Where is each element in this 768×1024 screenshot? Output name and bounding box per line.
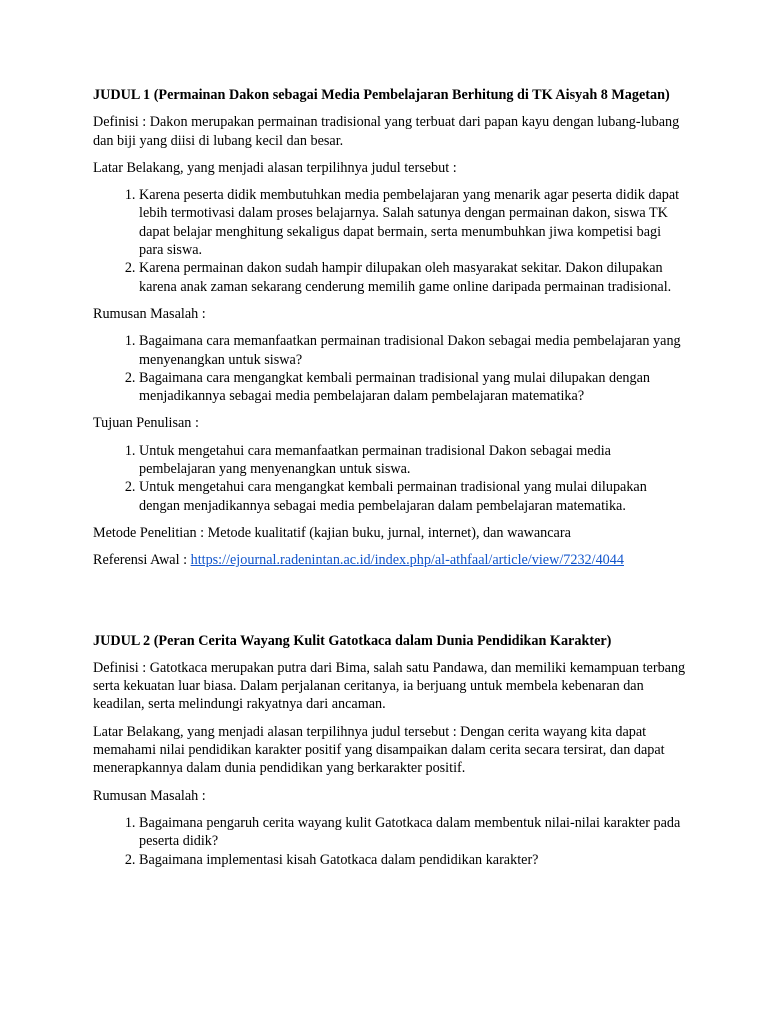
list-item: 1. Bagaimana pengaruh cerita wayang kulit Gatotkaca dalam membentuk nilai-nilai karakter pada peserta didik? xyxy=(139,814,688,851)
section2-definition: Definisi : Gatotkaca merupakan putra dari Bima, salah satu Pandawa, dan memiliki kemampuan terbang serta kekuatan luar biasa. Dalam perjalanan ceritanya, ia berjuang untuk membela kebenaran dan keadilan, serta melindungi rakyatnya dari ancaman. xyxy=(93,659,686,713)
section1-background-list xyxy=(93,186,688,296)
section1-method: Metode Penelitian : Metode kualitatif (kajian buku, jurnal, internet), dan wawancara xyxy=(93,524,571,541)
list-item: 2. Untuk mengetahui cara mengangkat kembali permainan tradisional yang mulai dilupakan dengan menjadikannya sebagai media pembelajaran dalam pembelajaran matematika. xyxy=(139,478,688,515)
list-item: 2. Bagaimana cara mengangkat kembali permainan tradisional yang mulai dilupakan dengan menjadikannya sebagai media pembelajaran dalam pembelajaran matematika? xyxy=(139,369,688,406)
list-item: 1. Bagaimana cara memanfaatkan permainan tradisional Dakon sebagai media pembelajaran yang menyenangkan untuk siswa? xyxy=(139,332,688,369)
section1-purpose-heading: Tujuan Penulisan : xyxy=(93,415,199,432)
section2-background: Latar Belakang, yang menjadi alasan terpilihnya judul tersebut : Dengan cerita wayang kita dapat memahami nilai pendidikan karakter positif yang disampaikan dalam cerita secara tersirat, dan dapat menerapkannya dalam dunia pendidikan yang berkarakter positif. xyxy=(93,723,665,777)
section1-title: JUDUL 1 (Permainan Dakon sebagai Media Pembelajaran Berhitung di TK Aisyah 8 Magetan) xyxy=(93,87,670,103)
list-item: 2. Bagaimana implementasi kisah Gatotkaca dalam pendidikan karakter? xyxy=(139,851,688,869)
section1-problem-heading: Rumusan Masalah : xyxy=(93,305,206,322)
section1-background-heading: Latar Belakang, yang menjadi alasan terpilihnya judul tersebut : xyxy=(93,159,457,176)
section2-problem-heading: Rumusan Masalah : xyxy=(93,787,206,804)
section2-problem-list xyxy=(93,814,688,869)
reference-link[interactable]: https://ejournal.radenintan.ac.id/index.php/al-athfaal/article/view/7232/4044 xyxy=(190,552,624,569)
section2-title: JUDUL 2 (Peran Cerita Wayang Kulit Gatotkaca dalam Dunia Pendidikan Karakter) xyxy=(93,632,612,649)
reference-label: Referensi Awal : xyxy=(93,552,191,569)
section-spacer xyxy=(93,579,688,632)
section1-reference xyxy=(93,551,688,569)
section1-purpose-list xyxy=(93,442,688,515)
section1-definition: Definisi : Dakon merupakan permainan tradisional yang terbuat dari papan kayu dengan lubang-lubang dan biji yang diisi di lubang kecil dan besar. xyxy=(93,114,680,149)
list-item: 1. Karena peserta didik membutuhkan media pembelajaran yang menarik agar peserta didik dapat lebih termotivasi dalam proses belajarnya. Salah satunya dengan permainan dakon, siswa TK dapat belajar menghitung sekaligus dapat bermain, serta menumbuhkan jiwa kompetisi bagi para siswa. xyxy=(139,186,688,259)
list-item: 1. Untuk mengetahui cara memanfaatkan permainan tradisional Dakon sebagai media pembelajaran yang menyenangkan untuk siswa. xyxy=(139,442,688,479)
list-item: 2. Karena permainan dakon sudah hampir dilupakan oleh masyarakat sekitar. Dakon dilupakan karena anak zaman sekarang cenderung memilih game online daripada permainan tradisional. xyxy=(139,259,688,296)
section1-problem-list xyxy=(93,332,688,405)
